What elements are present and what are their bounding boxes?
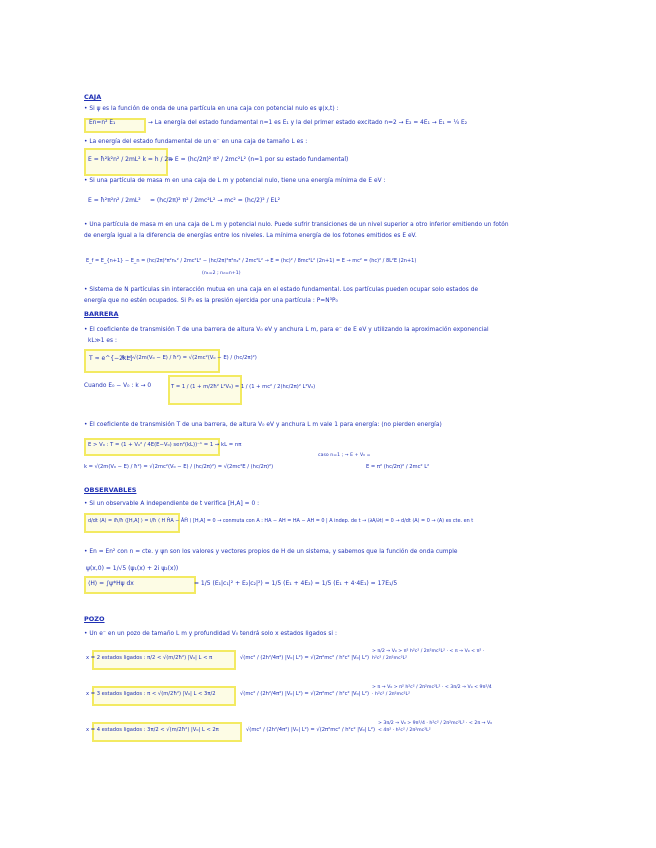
pozo-row-3-bounds: > π → V₀ > π² h²c² / 2π²mc²L² · < 3π/2 → V₀ < 9π²/4 · h²c² / 2π²mc²L²: [372, 685, 492, 697]
section-barrera-heading: BARRERA: [84, 310, 119, 318]
caja-line-7: • Una partícula de masa m en una caja de L m y potencial nulo. Puede sufrir transiciones de un nivel superior a otro inferior emitiendo un fotón: [84, 222, 509, 228]
barrera-eq-resonance: E > V₀ : T = (1 + V₀² / 4E(E−V₀) sen²(kL))⁻¹ = 1 → kL = nπ: [88, 442, 242, 448]
caja-eq-ground-energy-sub: → E = (hc/2π)² π² / 2mc²L² (n=1 por su estado fundamental): [168, 156, 349, 163]
caja-line-2: → La energía del estado fundamental n=1 es E₁ y la del primer estado excitado n=2 → E₂ = 4E₁ → E₁ = ¼ E₂: [148, 120, 468, 126]
caja-eq-photon-note: (n₁=2 ; n₂=n+1): [202, 271, 241, 276]
pozo-row-2-states: x = 2 estados ligados : π/2 < √(m/2ħ²) |V₀| L < π: [86, 655, 213, 661]
barrera-eq-energy: E = π² (hc/2π)² / 2mc² L²: [366, 464, 430, 470]
barrera-line-4: • El coeficiente de transmisión T de una barrera, de altura V₀ eV y anchura L m vale 1 para energía: (no pierden energía): [84, 422, 442, 428]
pozo-row-4-bounds: > 3π/2 → V₀ > 9π²/4 · h²c² / 2π²mc²L² · < 2π → V₀ < 4π² · h²c² / 2π²mc²L²: [378, 721, 493, 733]
caja-eq-ground-energy: E = ħ²k²n² / 2mL² k = h / 2π: [88, 156, 172, 163]
observables-eq-wavefunction: ψ(x,0) = 1/√5 (ψ₁(x) + 2i ψ₂(x)): [86, 565, 179, 572]
caja-line-3: • La energía del estado fundamental de un e⁻ en una caja de tamaño L es :: [84, 139, 308, 145]
caja-line-5: • Si una partícula de masa m en una caja de L m y potencial nulo, tiene una energía mínima de E eV :: [84, 178, 386, 184]
barrera-eq-k-2: k = √(2m(V₀ − E) / ħ²) = √(2mc²(V₀ − E) / (hc/2π)²) = √(2mc²E / (hc/2π)²): [84, 464, 274, 470]
observables-eq-commutator: d/dt ⟨A⟩ = iħ/ħ ⟨[H,A] ⟩ = i/ħ ⟨ H ĤA − ÂĤ ⟩ [H,A] = 0 → conmuta con A : HA − AH = HA − AH = 0 | A indep. de t → ⟨∂A/∂t⟩ = 0 → d/dt ⟨A⟩ = 0 → ⟨A⟩ es cte. en t: [88, 518, 474, 524]
caja-eq-min-energy: E = ħ²π²n² / 2mL²: [88, 197, 141, 204]
caja-eq-photon: E_f = E_{n+1} − E_n = (hc/2π)²π²n₁² / 2mc²L² − (hc/2π)²π²n₂² / 2mc²L² → E = (hc)² / 8mc²L² (2n+1) = E → mc² = (hc)² / 8L²E (2n+1): [86, 258, 417, 264]
pozo-row-4-sqrt: √(mc² / (2h²/4π²) |V₀| L²) = √(2π²mc² / h²c² |V₀| L²): [246, 727, 375, 733]
observables-line-1: • Si un observable A independiente de t verifica [H,A] = 0 :: [84, 501, 260, 507]
section-caja-heading: CAJA: [84, 93, 102, 101]
caja-line-10: • Sistema de N partículas sin interacción mutua en una caja en el estado fundamental. Los partículas pueden ocupar solo estados de: [84, 287, 479, 293]
observables-eq-expectation: ⟨H⟩ = ∫ψ*Hψ dx: [88, 580, 134, 587]
caja-line-1: • Si ψ es la función de onda de una partícula en una caja con potencial nulo es ψ(x,t) :: [84, 106, 339, 112]
section-observables-heading: OBSERVABLES: [84, 486, 137, 494]
barrera-eq-k: k = √(2m(V₀ − E) / ħ²) = √(2mc²(V₀ − E) / (hc/2π)²): [122, 355, 257, 361]
caja-eq-min-energy-sub: = (hc/2π)² π² / 2mc²L² → mc² = (hc/2)² / EL²: [150, 197, 281, 204]
pozo-line-1: • Un e⁻ en un pozo de tamaño L m y profundidad V₀ tendrá solo x estados ligados si :: [84, 631, 337, 637]
section-pozo-heading: POZO: [84, 615, 105, 623]
pozo-row-3-states: x = 3 estados ligados : π < √(m/2ħ²) |V₀| L < 3π/2: [86, 691, 216, 697]
pozo-row-4-states: x = 4 estados ligados : 3π/2 < √(m/2ħ²) |V₀| L < 2π: [86, 727, 219, 733]
observables-line-3: • En = En² con n = cte. y ψn son los valores y vectores propios de H de un sistema, y sabemos que la función de onda cumple: [84, 549, 458, 555]
barrera-eq-limit: T = 1 / (1 + m/2ħ² L²V₀) = 1 / (1 + mc² / 2(hc/2π)² L²V₀): [171, 384, 316, 390]
observables-eq-expectation-result: = 1/5 (E₁|c₁|² + E₂|c₂|²) = 1/5 (E₁ + 4E₂) = 1/5 (E₁ + 4·4E₁) = 17E₁/5: [194, 580, 398, 587]
barrera-case-limit: Cuando E₀ − V₀ : k → 0: [84, 383, 152, 389]
barrera-line-1b: kL≫1 es :: [88, 338, 118, 344]
caja-eq-energy: En=n² E₁: [89, 120, 116, 126]
caja-line-11: energía que no estén ocupados. Si P₀ es la presión ejercida por una partícula : P=N³P₀: [84, 298, 338, 304]
pozo-row-3-sqrt: √(mc² / (2h²/4π²) |V₀| L²) = √(2π²mc² / h²c² |V₀| L²): [240, 691, 369, 697]
caja-line-8: de energía igual a la diferencia de energías entre los niveles. La mínima energía de los fotones emitidos es E eV.: [84, 233, 417, 239]
barrera-line-1: • El coeficiente de transmisión T de una barrera de altura V₀ eV y anchura L m, para e⁻ de E eV y utilizando la aproximación exponencial: [84, 327, 489, 333]
pozo-row-2-bounds: > π/2 → V₀ > π² h²c² / 2π²mc²L² · < π → V₀ < π² · h²c² / 2π²mc²L²: [372, 649, 485, 661]
barrera-eq-transmission: T ≈ e^{−2kL}: [89, 355, 134, 362]
barrera-case-note: caso n=1 ; → E + V₀ =: [318, 453, 371, 458]
pozo-row-2-sqrt: √(mc² / (2h²/4π²) |V₀| L²) = √(2π²mc² / h²c² |V₀| L²): [240, 655, 369, 661]
